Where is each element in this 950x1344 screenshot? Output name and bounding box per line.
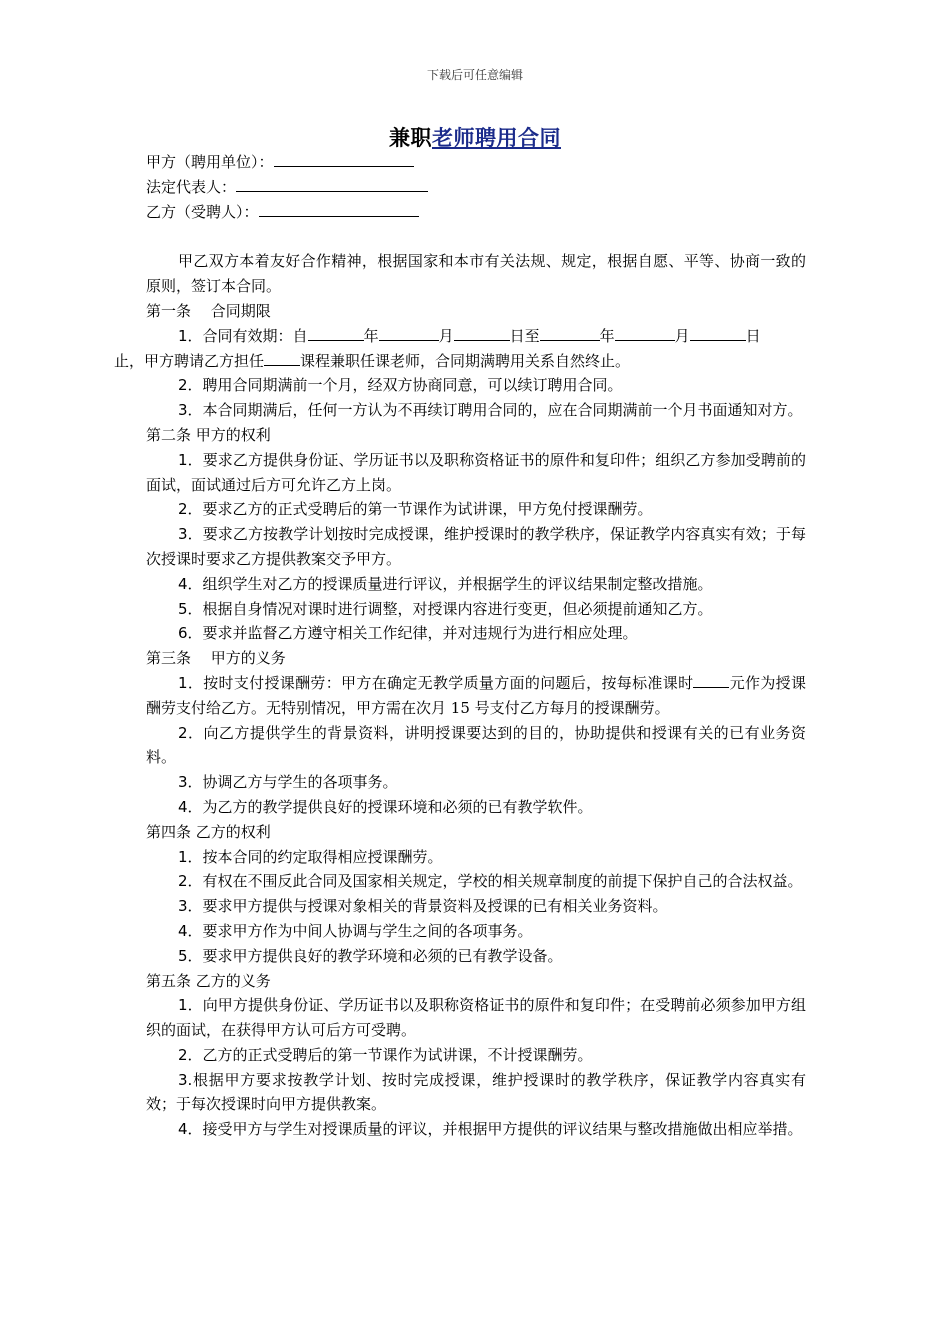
item-text: 乙方的正式受聘后的第一节课作为试讲课，不计授课酬劳。 — [202, 1045, 593, 1064]
item-number: 4． — [178, 1120, 203, 1139]
party-a-line — [146, 150, 806, 175]
item-text: 课程兼职任课老师，合同期满聘用关系自然终止。 — [300, 351, 631, 370]
item-number: 4． — [178, 921, 203, 940]
article-1-item-3 — [146, 398, 806, 423]
item-text: 本合同期满后，任何一方认为不再续订聘用合同的，应在合同期满前一个月书面通知对方。 — [202, 401, 803, 420]
header-note: 下载后可任意编辑 — [426, 68, 523, 82]
item-text: 年 — [599, 326, 615, 345]
item-number: 1． — [178, 673, 204, 692]
item-number: 6． — [178, 624, 203, 643]
article-2-item — [146, 621, 806, 646]
item-text: 要求并监督乙方遵守相关工作纪律，并对违规行为进行相应处理。 — [202, 624, 638, 643]
start-year-blank[interactable] — [308, 324, 364, 341]
item-text: 止，甲方聘请乙方担任 — [114, 351, 265, 370]
article-4-item — [146, 845, 806, 870]
item-text: 元作为授课酬劳支付给乙方。无特别情况，甲方需在次月 15 号支付乙方每月的授课酬劳。 — [146, 673, 806, 717]
article-1-item-2 — [146, 373, 806, 398]
article-2-heading: 第二条 甲方的权利 — [146, 425, 271, 444]
article-2-item — [146, 497, 806, 522]
item-number: 4． — [178, 574, 203, 593]
article-4-item — [146, 919, 806, 944]
item-text: 日 — [745, 326, 761, 345]
item-text: 年 — [363, 326, 379, 345]
item-text: 月 — [674, 326, 690, 345]
article-1-heading: 第一条 合同期限 — [146, 301, 271, 320]
item-text: 为乙方的教学提供良好的授课环境和必须的已有教学软件。 — [202, 797, 593, 816]
start-day-blank[interactable] — [454, 324, 510, 341]
party-a-blank[interactable] — [274, 150, 414, 167]
article-5-item — [146, 1117, 806, 1142]
end-year-blank[interactable] — [540, 324, 600, 341]
item-text: 合同有效期：自 — [202, 326, 308, 345]
article-4-item — [146, 869, 806, 894]
item-number: 1． — [178, 847, 203, 866]
item-text: 要求乙方的正式受聘后的第一节课作为试讲课，甲方免付授课酬劳。 — [202, 500, 653, 519]
document-body — [114, 150, 806, 1142]
article-4-item — [146, 894, 806, 919]
article-3-heading: 第三条 甲方的义务 — [146, 649, 286, 668]
item-number: 1． — [178, 996, 203, 1015]
legal-rep-line — [146, 175, 806, 200]
party-a-label: 甲方（聘用单位）： — [146, 153, 274, 171]
item-number: 3． — [178, 401, 203, 420]
item-number: 2． — [178, 1045, 203, 1064]
item-text: 日至 — [509, 326, 540, 345]
legal-rep-label: 法定代表人： — [146, 177, 237, 196]
article-3-item — [146, 795, 806, 820]
article-3-item — [146, 721, 806, 771]
end-month-blank[interactable] — [615, 324, 675, 341]
item-text: 协调乙方与学生的各项事务。 — [202, 773, 398, 792]
item-number: 2． — [178, 500, 203, 519]
intro-paragraph: 甲乙双方本着友好合作精神，根据国家和本市有关法规、规定，根据自愿、平等、协商一致的原则，签订本合同。 — [146, 252, 806, 296]
document-title — [0, 122, 950, 152]
course-blank[interactable] — [264, 349, 300, 366]
item-text: 要求甲方提供与授课对象相关的背景资料及授课的已有相关业务资料。 — [202, 897, 668, 916]
article-2-item — [146, 448, 806, 498]
article-2-item — [146, 597, 806, 622]
item-text: 要求甲方作为中间人协调与学生之间的各项事务。 — [202, 921, 533, 940]
article-4-heading: 第四条 乙方的权利 — [146, 822, 271, 841]
item-number: 1． — [178, 450, 203, 469]
end-day-blank[interactable] — [690, 324, 746, 341]
party-b-blank[interactable] — [259, 200, 419, 217]
article-5-item — [146, 1068, 806, 1118]
item-text: 有权在不围反此合同及国家相关规定，学校的相关规章制度的前提下保护自己的合法权益。 — [202, 872, 803, 891]
item-text: 要求乙方按教学计划按时完成授课，维护授课时的教学秩序，保证教学内容真实有效；于每次授课时要求乙方提供教案交予甲方。 — [146, 525, 806, 568]
item-number: 3． — [178, 525, 203, 544]
title-plain: 兼职 — [389, 126, 432, 150]
article-3-item — [146, 770, 806, 795]
item-number: 3. — [178, 1070, 193, 1089]
item-number: 3． — [178, 773, 203, 792]
item-number: 1． — [178, 326, 203, 345]
item-number: 3． — [178, 897, 203, 916]
item-text: 月 — [438, 326, 454, 345]
item-text: 根据甲方要求按教学计划、按时完成授课，维护授课时的教学秩序，保证教学内容真实有效；于每次授课时向甲方提供教案。 — [146, 1070, 806, 1114]
item-number: 5． — [178, 946, 203, 965]
article-1-item-1 — [114, 324, 806, 374]
item-text: 按时支付授课酬劳：甲方在确定无教学质量方面的问题后，按每标准课时 — [203, 673, 694, 692]
item-number: 5． — [178, 599, 203, 618]
article-2-item — [146, 522, 806, 572]
article-3-item-1 — [146, 671, 806, 721]
item-text: 接受甲方与学生对授课质量的评议，并根据甲方提供的评议结果与整改措施做出相应举措。 — [202, 1120, 803, 1139]
start-month-blank[interactable] — [379, 324, 439, 341]
item-text: 向甲方提供身份证、学历证书以及职称资格证书的原件和复印件；在受聘前必须参加甲方组织的面试，在获得甲方认可后方可受聘。 — [146, 996, 806, 1040]
item-text: 要求乙方提供身份证、学历证书以及职称资格证书的原件和复印件；组织乙方参加受聘前的面试，面试通过后方可允许乙方上岗。 — [146, 450, 806, 494]
party-b-line — [146, 200, 806, 225]
article-5-item — [146, 1043, 806, 1068]
article-5-item — [146, 993, 806, 1043]
title-link[interactable]: 老师聘用合同 — [432, 126, 561, 150]
item-text: 要求甲方提供良好的教学环境和必须的已有教学设备。 — [202, 946, 563, 965]
item-number: 2． — [178, 872, 203, 891]
article-4-item — [146, 944, 806, 969]
article-5-heading: 第五条 乙方的义务 — [146, 971, 271, 990]
item-text: 按本合同的约定取得相应授课酬劳。 — [202, 847, 443, 866]
legal-rep-blank[interactable] — [236, 175, 428, 192]
article-2-item — [146, 572, 806, 597]
party-b-label: 乙方（受聘人）： — [146, 202, 259, 221]
item-text: 聘用合同期满前一个月，经双方协商同意，可以续订聘用合同。 — [202, 376, 623, 395]
item-number: 2． — [178, 723, 204, 742]
item-number: 4． — [178, 797, 203, 816]
item-text: 向乙方提供学生的背景资料，讲明授课要达到的目的，协助提供和授课有关的已有业务资料。 — [146, 723, 806, 767]
rate-blank[interactable] — [693, 671, 729, 688]
item-text: 组织学生对乙方的授课质量进行评议，并根据学生的评议结果制定整改措施。 — [202, 574, 713, 593]
item-number: 2． — [178, 376, 203, 395]
item-text: 根据自身情况对课时进行调整，对授课内容进行变更，但必须提前通知乙方。 — [202, 599, 713, 618]
